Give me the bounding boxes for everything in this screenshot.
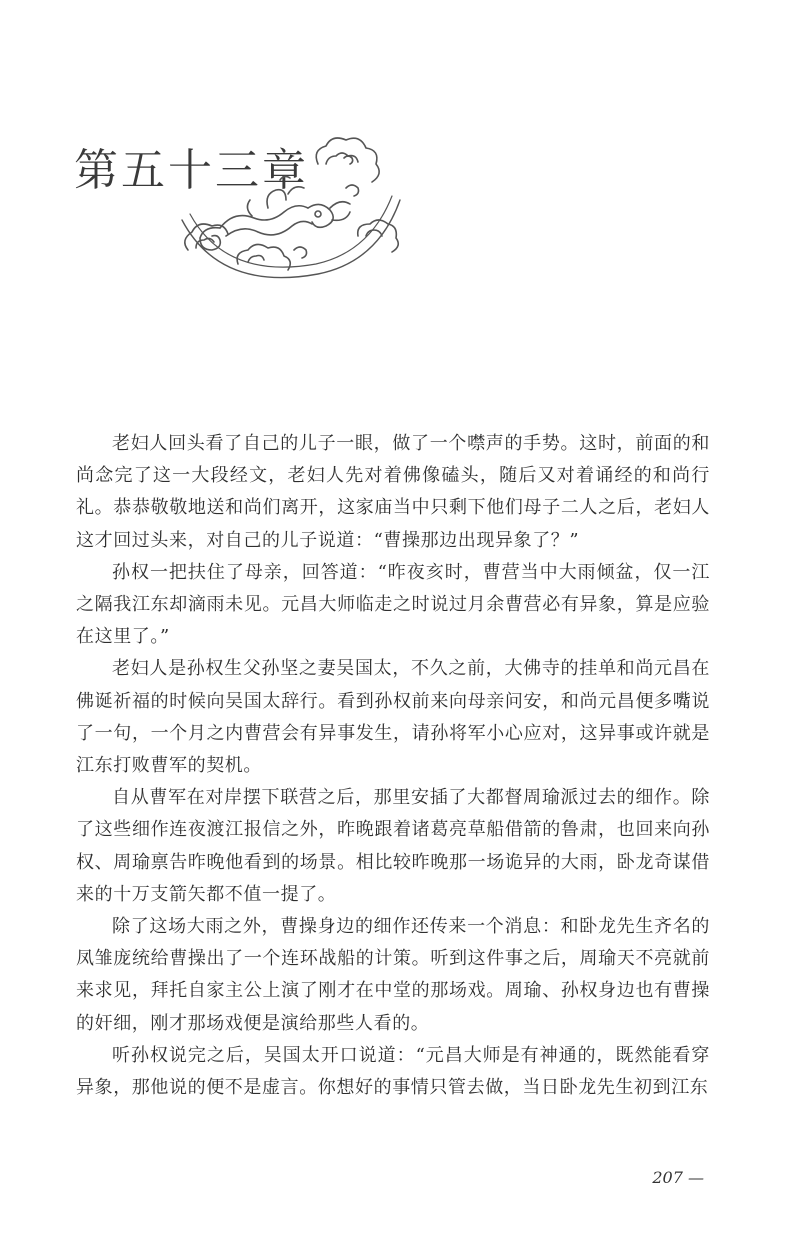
paragraph: 自从曹军在对岸摆下联营之后，那里安插了大都督周瑜派过去的细作。除了这些细作连夜渡江报信之外，昨晚跟着诸葛亮草船借箭的鲁肃，也回来向孙权、周瑜禀告昨晚他看到的场景。相比较昨晚那一场诡异的大雨，卧龙奇谋借来的十万支箭矢都不值一提了。 [76, 787, 710, 905]
page-number: 207 — [652, 1168, 704, 1187]
paragraph: 听孙权说完之后，吴国太开口说道：“元昌大师是有神通的，既然能看穿异象，那他说的便不是虚言。你想好的事情只管去做，当日卧龙先生初到江东 [76, 1044, 710, 1099]
body-text [76, 428, 710, 1104]
chapter-title: 第五十三章 [74, 145, 309, 196]
cloud-dragon-ornament-icon [168, 124, 408, 296]
paragraph: 除了这场大雨之外，曹操身边的细作还传来一个消息：和卧龙先生齐名的凤雏庞统给曹操出了一个连环战船的计策。听到这件事之后，周瑜天不亮就前来求见，拜托自家主公上演了刚才在中堂的那场戏。周瑜、孙权身边也有曹操的奸细，刚才那场戏便是演给那些人看的。 [76, 916, 710, 1034]
paragraph: 老妇人回头看了自己的儿子一眼，做了一个噤声的手势。这时，前面的和尚念完了这一大段经文，老妇人先对着佛像磕头，随后又对着诵经的和尚行礼。恭恭敬敬地送和尚们离开，这家庙当中只剩下他们母子二人之后，老妇人这才回过头来，对自己的儿子说道：“曹操那边出现异象了？” [76, 433, 710, 551]
paragraph: 孙权一把扶住了母亲，回答道：“昨夜亥时，曹营当中大雨倾盆，仅一江之隔我江东却滴雨未见。元昌大师临走之时说过月余曹营必有异象，算是应验在这里了。” [76, 561, 710, 648]
paragraph: 老妇人是孙权生父孙坚之妻吴国太，不久之前，大佛寺的挂单和尚元昌在佛诞祈福的时候向吴国太辞行。看到孙权前来向母亲问安，和尚元昌便多嘴说了一句，一个月之内曹营会有异事发生，请孙将军小心应对，这异事或许就是江东打败曹军的契机。 [76, 658, 710, 777]
